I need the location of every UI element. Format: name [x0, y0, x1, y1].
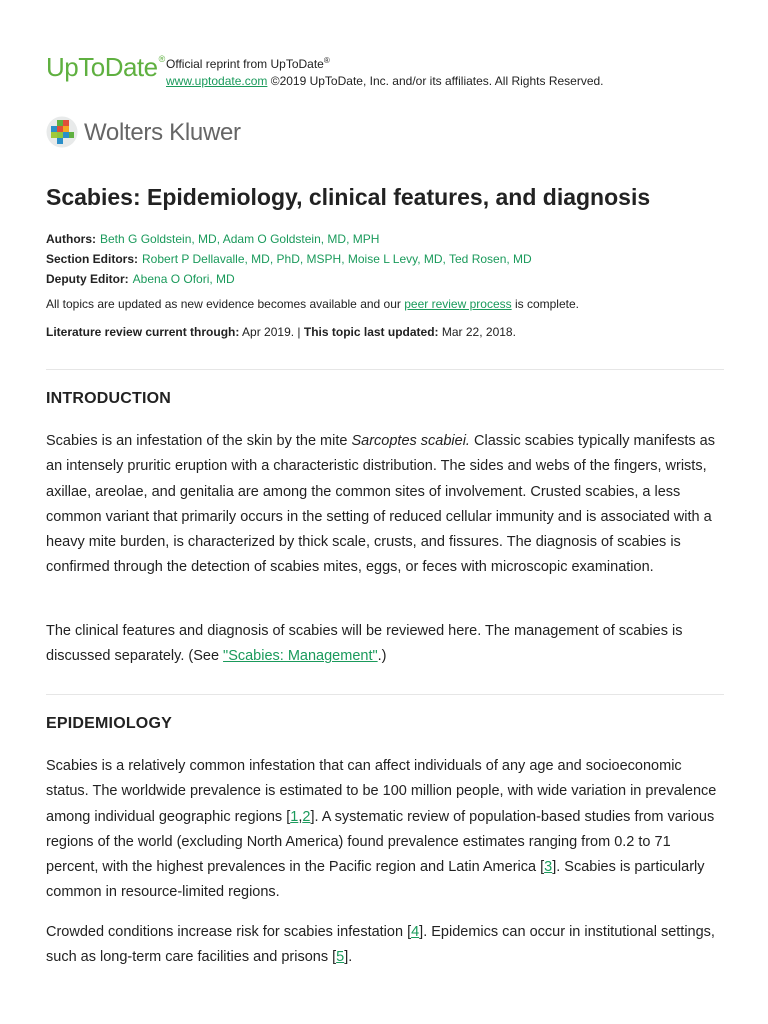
- peer-review-link[interactable]: peer review process: [404, 297, 512, 311]
- reprint-notice: Official reprint from UpToDate® www.uptodate.com ©2019 UpToDate, Inc. and/or its affiliates. All Rights Reserved.: [166, 56, 604, 88]
- section-editors-row: Section Editors: Robert P Dellavalle, MD, PhD, MSPH, Moise L Levy, MD, Ted Rosen, MD: [46, 252, 532, 266]
- epidemiology-heading: EPIDEMIOLOGY: [46, 715, 172, 732]
- introduction-paragraph-1: Scabies is an infestation of the skin by the mite Sarcoptes scabiei. Classic scabies typically manifests as an intensely pruritic eruption with a characteristic distribution. The sides and webs of the fingers, wrists, axillae, areolae, and genitalia are among the common sites of involvement. Crusted scabies, a less common variant that primarily occurs in the setting of reduced cellular immunity and is associated with a heavy mite burden, is characterized by thick scale, crusts, and fissures. The diagnosis of scabies is confirmed through the detection of scabies mites, eggs, or feces with microscopic examination.: [46, 433, 715, 576]
- reprint-header: [46, 50, 724, 90]
- introduction-heading: INTRODUCTION: [46, 390, 172, 407]
- reference-link-1[interactable]: 1: [290, 808, 299, 825]
- section-divider: [46, 369, 724, 370]
- reference-link-3[interactable]: 3: [544, 859, 553, 876]
- epidemiology-paragraph-1: Scabies is a relatively common infestation that can affect individuals of any age and socioeconomic status. The worldwide prevalence is estimated to be 100 million people, with wide variation in prevalence among individual geographic regions [1,2]. A systematic review of population-based studies from various regions of the world (excluding North America) found prevalence estimates ranging from 0.2 to 71 percent, with the highest prevalences in the Pacific region and Latin America [3]. Scabies is particularly common in resource-limited regions.: [46, 758, 717, 901]
- reference-link-2[interactable]: 2: [302, 808, 311, 825]
- wolters-kluwer-logo-icon: [46, 116, 78, 148]
- deputy-editor-link[interactable]: Abena O Ofori, MD: [132, 272, 235, 286]
- scabies-management-link[interactable]: "Scabies: Management": [223, 648, 378, 665]
- update-note: All topics are updated as new evidence becomes available and our peer review process is complete.: [46, 297, 579, 311]
- article-credits: [46, 229, 532, 289]
- reference-link-5[interactable]: 5: [336, 949, 345, 966]
- uptodate-logo: UpToDate®: [46, 52, 165, 82]
- authors-row: Authors: Beth G Goldstein, MD, Adam O Goldstein, MD, MPH: [46, 232, 380, 246]
- review-dates: Literature review current through: Apr 2019. | This topic last updated: Mar 22, 2018.: [46, 325, 516, 339]
- introduction-paragraph-2: The clinical features and diagnosis of scabies will be reviewed here. The management of scabies is discussed separately. (See "Scabies: Management".): [46, 623, 683, 665]
- section-divider: [46, 694, 724, 695]
- epidemiology-paragraph-2: Crowded conditions increase risk for scabies infestation [4]. Epidemics can occur in institutional settings, such as long-term care facilities and prisons [5].: [46, 924, 715, 966]
- section-editors-links[interactable]: Robert P Dellavalle, MD, PhD, MSPH, Moise L Levy, MD, Ted Rosen, MD: [142, 252, 532, 266]
- copyright-text: ©2019 UpToDate, Inc. and/or its affiliates. All Rights Reserved.: [267, 74, 604, 88]
- uptodate-site-link[interactable]: www.uptodate.com: [166, 74, 268, 88]
- authors-links[interactable]: Beth G Goldstein, MD, Adam O Goldstein, MD, MPH: [100, 232, 380, 246]
- publisher-name: Wolters Kluwer: [84, 119, 241, 146]
- deputy-editor-row: Deputy Editor: Abena O Ofori, MD: [46, 272, 235, 286]
- reference-link-4[interactable]: 4: [411, 924, 420, 940]
- article-title: Scabies: Epidemiology, clinical features, and diagnosis: [46, 184, 651, 210]
